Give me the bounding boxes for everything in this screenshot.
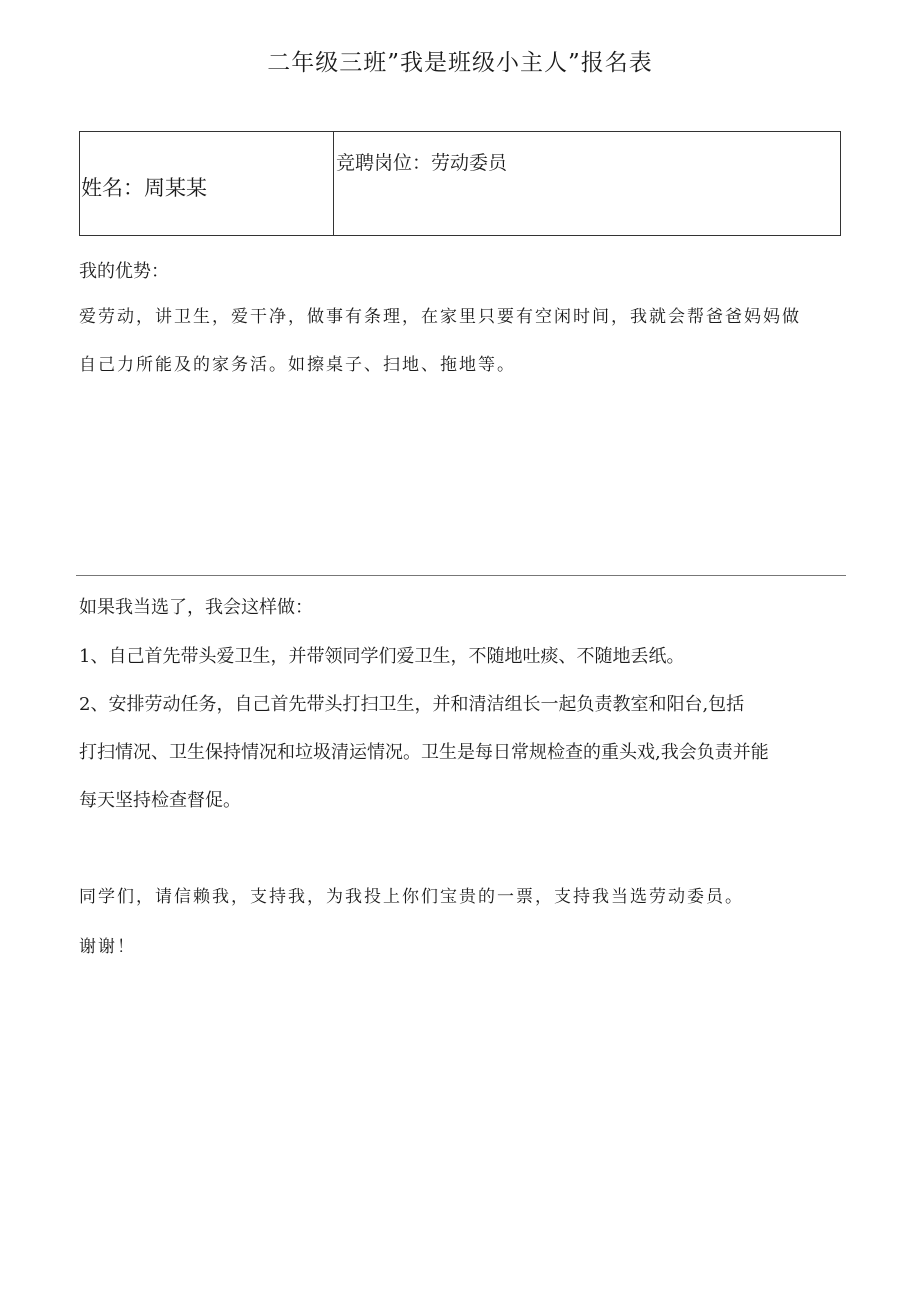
advantages-heading: 我的优势：	[79, 261, 169, 282]
post-label: 竞聘岗位：劳动委员	[336, 152, 508, 174]
page-title: 二年级三班”我是班级小主人”报名表	[267, 50, 653, 76]
plan-item-2-line-1: 2、安排劳动任务，自己首先带头打扫卫生，并和清洁组长一起负责教室和阳台,包括	[79, 694, 745, 715]
name-label: 姓名：周某某	[81, 176, 207, 200]
plan-heading: 如果我当选了，我会这样做：	[79, 597, 313, 618]
plan-item-1: 1、自己首先带头爱卫生，并带领同学们爱卫生，不随地吐痰、不随地丢纸。	[79, 646, 685, 667]
advantages-line-2: 自己力所能及的家务活。如擦桌子、扫地、拖地等。	[79, 355, 516, 375]
post-cell	[334, 132, 840, 235]
info-table	[79, 131, 841, 236]
name-cell	[80, 132, 334, 235]
plan-item-2-line-3: 每天坚持检查督促。	[79, 790, 241, 811]
section-divider	[76, 575, 846, 576]
advantages-line-1: 爱劳动，讲卫生，爱干净，做事有条理，在家里只要有空闲时间，我就会帮爸爸妈妈做	[79, 307, 801, 327]
closing-appeal: 同学们，请信赖我，支持我，为我投上你们宝贵的一票，支持我当选劳动委员。	[79, 887, 744, 907]
closing-thanks: 谢谢！	[79, 937, 136, 957]
plan-item-2-line-2: 打扫情况、卫生保持情况和垃圾清运情况。卫生是每日常规检查的重头戏,我会负责并能	[79, 742, 769, 763]
